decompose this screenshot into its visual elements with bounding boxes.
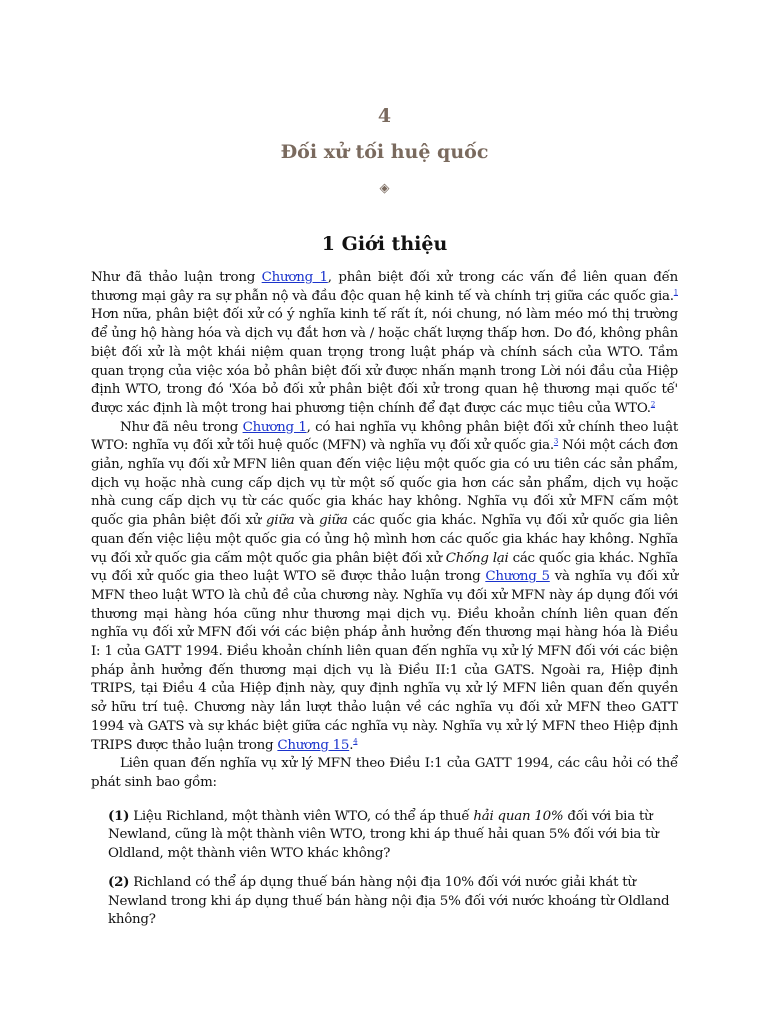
text-run: các quốc gia khác. Nghĩa vụ đối xử quốc gia liên quan đến việc liệu một quốc gia có ủng hộ mình hơn các quốc gia khác hay không. Nghĩa vụ đối xử quốc gia cấm một quốc gia phân biệt đối xử	[91, 513, 679, 566]
question-number: (1)	[108, 807, 130, 824]
link-chapter-15[interactable]: Chương 15	[277, 737, 350, 753]
italic-text: giữa	[319, 513, 348, 529]
text-run: Như đã thảo luận trong	[91, 270, 262, 285]
footnote-ref-3[interactable]: 3	[553, 437, 559, 446]
paragraph-3: Liên quan đến nghĩa vụ xử lý MFN theo Điều I:1 của GATT 1994, các câu hỏi có thể phát sinh bao gồm:	[91, 756, 678, 790]
question-number: (2)	[108, 873, 130, 890]
text-run: .	[349, 737, 354, 753]
section-title: Giới thiệu	[341, 233, 448, 255]
italic-text: Chống lại	[445, 550, 509, 566]
question-item	[108, 807, 678, 864]
text-run: Nói một cách đơn giản, nghĩa vụ đối xử MFN liên quan đến việc liệu một quốc gia có ưu tiên các sản phẩm, dịch vụ hoặc nhà cung cấp dịch vụ từ một số quốc gia hơn các sản phẩm, dịch vụ hoặc nhà cung cấp dịch vụ từ các quốc gia khác hay không. Nghĩa vụ đối xử MFN cấm một quốc gia phân biệt đối xử	[91, 438, 678, 529]
chapter-title: Đối xử tối huệ quốc	[280, 141, 489, 163]
paragraph-1	[91, 269, 678, 419]
text-run: và nghĩa vụ đối xử MFN theo luật WTO là chủ đề của chương này. Nghĩa vụ đối xử MFN này áp dụng đối với thương mại hàng hóa cũng như thương mại dịch vụ. Điều khoản chính liên quan đến nghĩa vụ đối xử MFN đối với các biện pháp ảnh hưởng đến thương mại hàng hóa là Điều I: 1 của GATT 1994. Điều khoản chính liên quan đến nghĩa vụ xử lý MFN đối với các biện pháp ảnh hưởng đến thương mại dịch vụ là Điều II:1 của GATS. Ngoài ra, Hiệp định TRIPS, tại Điều 4 của Hiệp định này, quy định nghĩa vụ xử lý MFN liên quan đến quyền sở hữu trí tuệ. Chương này lần lượt thảo luận về các nghĩa vụ đối xử MFN theo GATT 1994 và GATS và sự khác biệt giữa các nghĩa vụ này. Nghĩa vụ xử lý MFN theo Hiệp định TRIPS được thảo luận trong	[91, 569, 678, 753]
text-run: , có hai nghĩa vụ không phân biệt đối xử chính theo luật WTO: nghĩa vụ đối xử tối huệ quốc (MFN) và nghĩa vụ đối xử quốc gia.	[91, 419, 678, 454]
chapter-number: 4	[377, 105, 392, 127]
text-run: đối với bia từ Newland, cũng là một thành viên WTO, trong khi áp thuế hải quan 5% đối với bia từ Oldland, một thành viên WTO khác không?	[108, 808, 659, 862]
text-run: Liệu Richland, một thành viên WTO, có thể áp thuế	[129, 808, 474, 824]
link-chapter-5[interactable]: Chương 5	[485, 569, 550, 585]
italic-text: giữa	[265, 513, 295, 529]
text-run: Như đã nêu trong	[120, 419, 243, 435]
text-run: và	[294, 513, 320, 529]
italic-text: hải quan 10%	[473, 808, 568, 824]
ornament-diamond-icon: ◈	[379, 181, 390, 196]
section-number: 1	[321, 233, 335, 255]
footnote-ref-4[interactable]: 4	[353, 737, 358, 746]
text-run: Richland có thể áp dụng thuế bán hàng nội địa 10% đối với nước giải khát từ Newland trong khi áp dụng thuế bán hàng nội địa 5% đối với nước khoáng từ Oldland không?	[108, 874, 670, 928]
text-run: , phân biệt đối xử trong các vấn đề liên quan đến thương mại gây ra sự phẫn nộ và đầu độc quan hệ kinh tế và chính trị giữa các quốc gia.	[91, 270, 678, 304]
section-heading	[91, 231, 678, 257]
footnote-ref-1[interactable]: 1	[673, 288, 678, 297]
text-run: các quốc gia khác. Nghĩa vụ đối xử quốc gia theo luật WTO sẽ được thảo luận trong	[91, 550, 678, 585]
question-item	[108, 873, 678, 930]
link-chapter-1[interactable]: Chương 1	[261, 270, 328, 285]
text-run: Hơn nữa, phân biệt đối xử có ý nghĩa kinh tế rất ít, nói chung, nó làm méo mó thị trường để ủng hộ hàng hóa và dịch vụ đắt hơn và / hoặc chất lượng thấp hơn. Do đó, không phân biệt đối xử là một khái niệm quan trọng trong luật pháp và chính sách của WTO. Tầm quan trọng của việc xóa bỏ phân biệt đối xử được nhấn mạnh trong Lời nói đầu của Hiệp định WTO, trong đó 'Xóa bỏ đối xử phân biệt đối xử trong quan hệ thương mại quốc tế' được xác định là một trong hai phương tiện chính để đạt được các mục tiêu của WTO.	[91, 307, 678, 416]
paragraph-2	[91, 419, 678, 756]
footnote-ref-2[interactable]: 2	[650, 400, 656, 409]
link-chapter-1[interactable]: Chương 1	[242, 419, 307, 435]
question-list	[108, 807, 678, 930]
